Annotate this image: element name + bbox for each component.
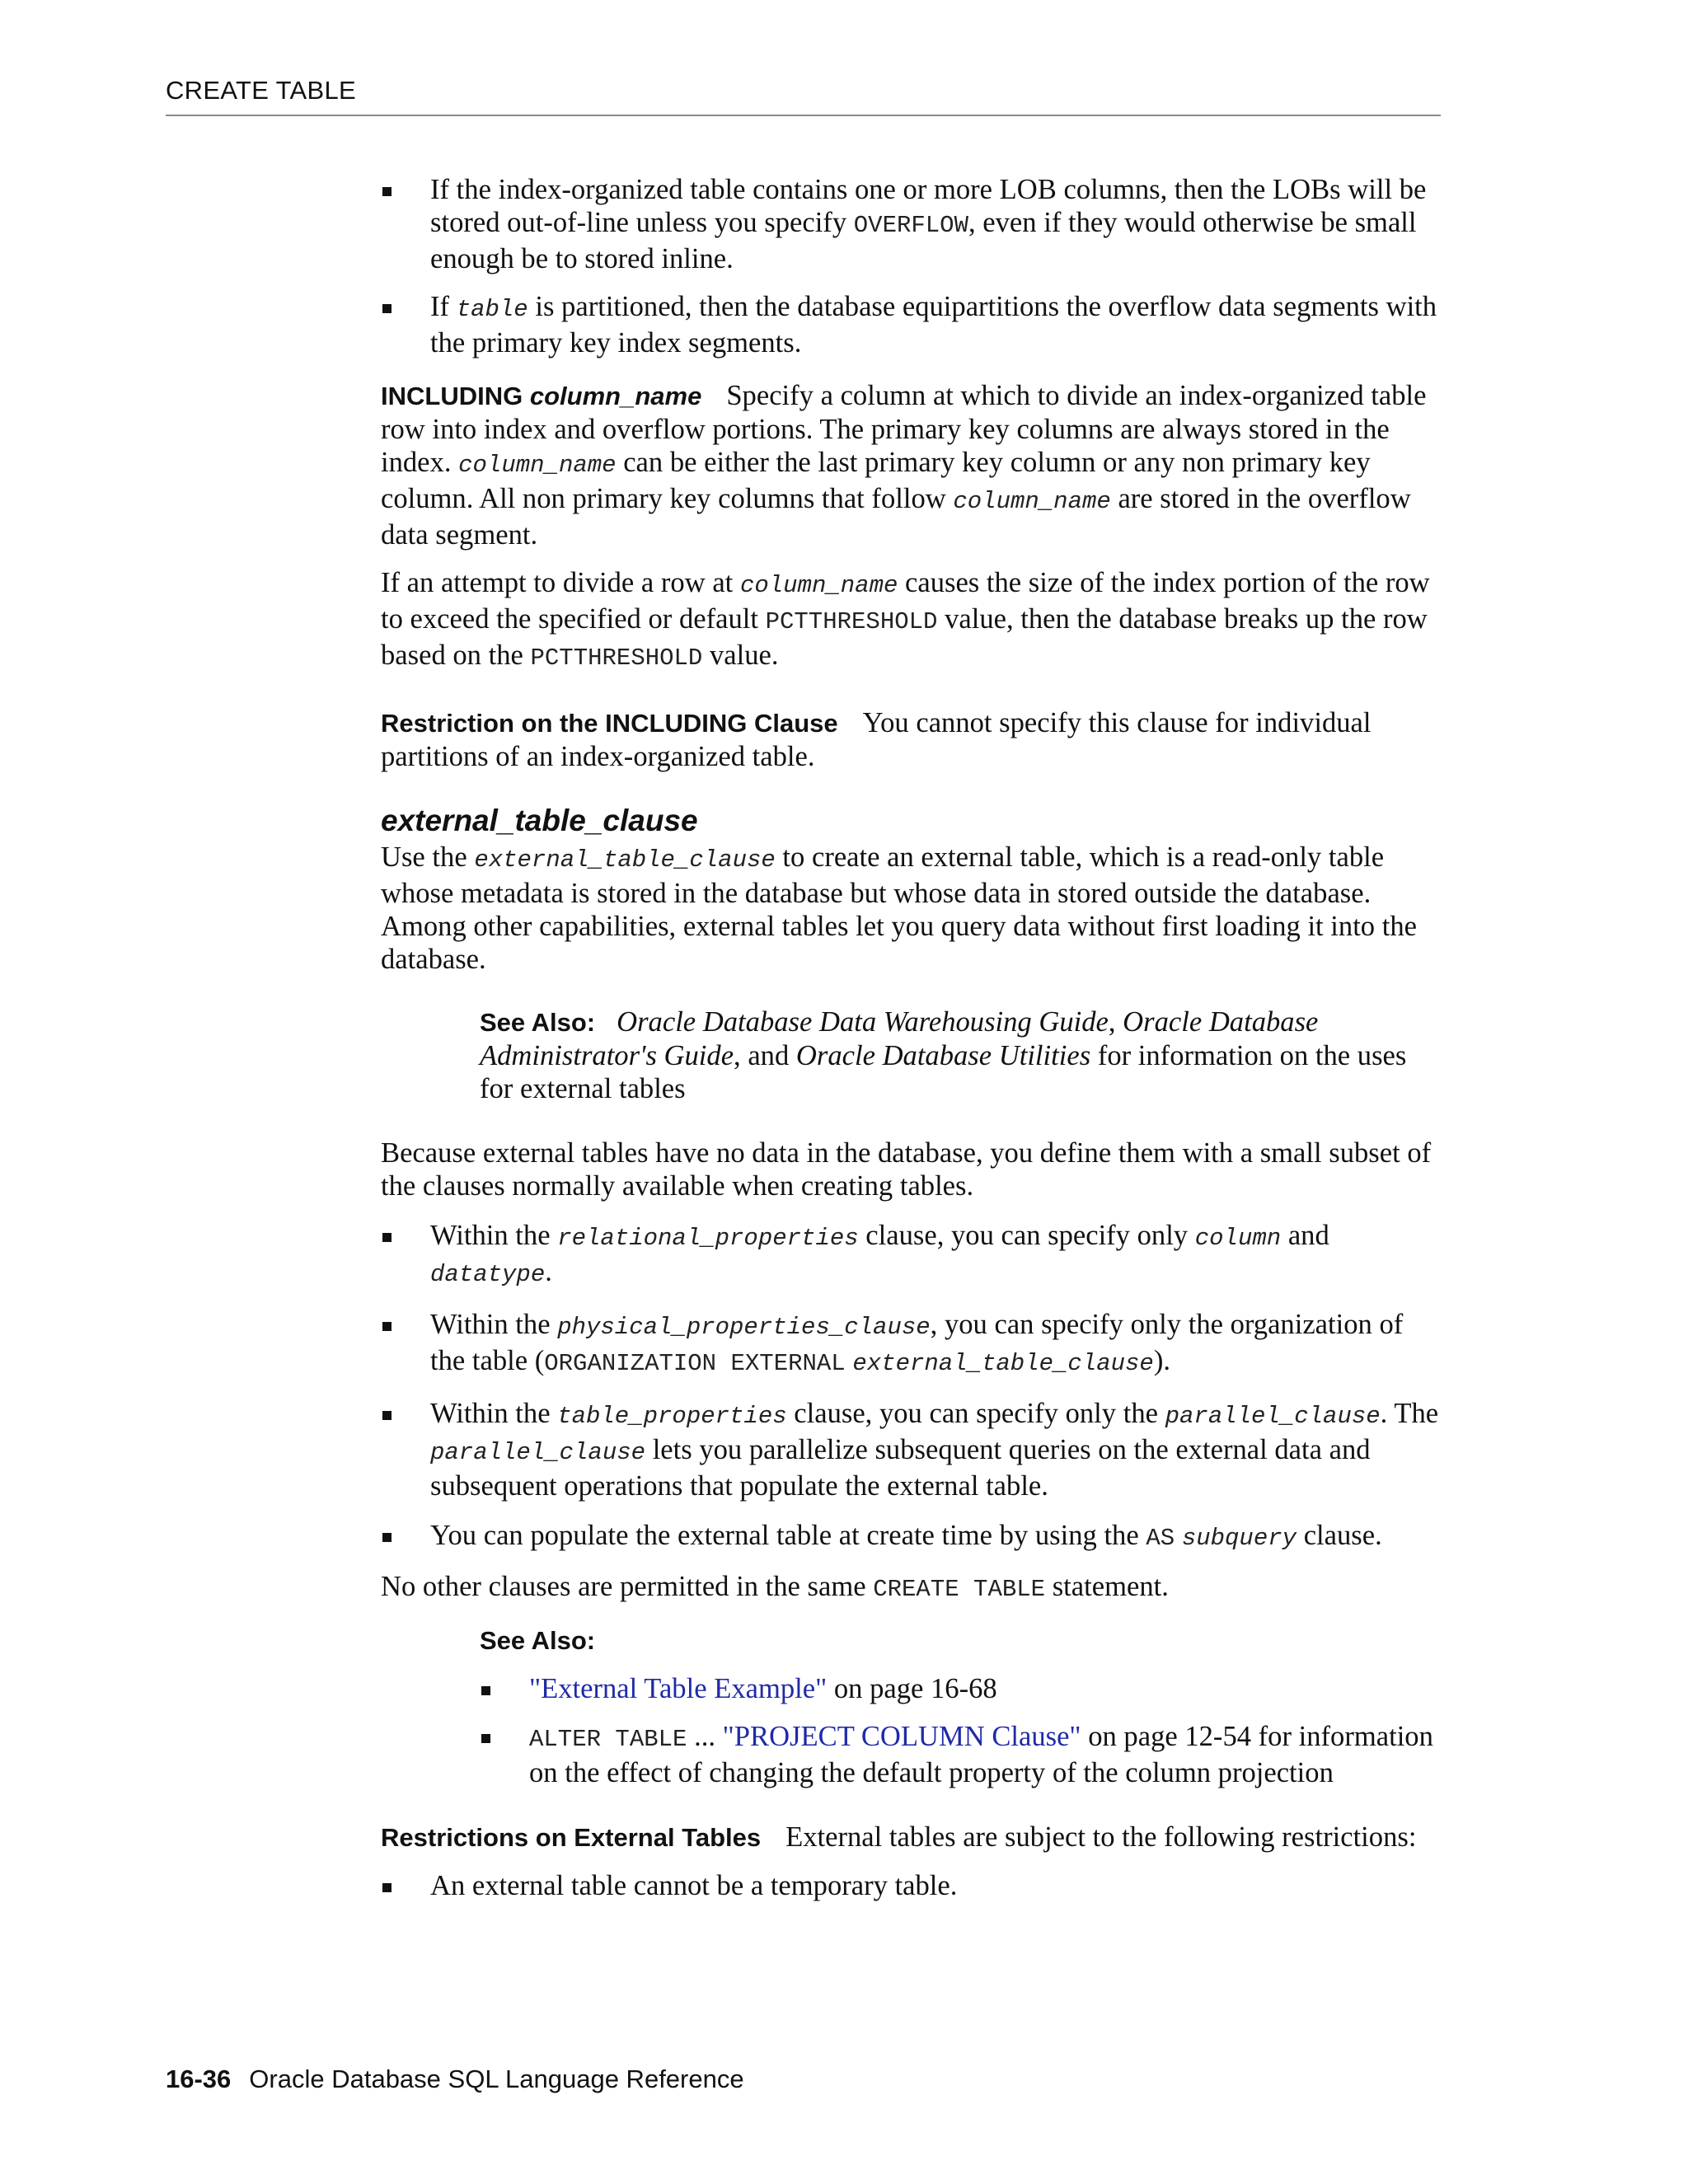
see-also-label: See Also: — [480, 1626, 596, 1655]
see-also-label: See Also: — [480, 1008, 596, 1037]
list-item: You can populate the external table at create time by using the AS subquery clause. — [381, 1519, 1444, 1555]
header-rule — [166, 115, 1441, 116]
lob-bullet-list — [381, 173, 1444, 359]
restrictions-external-paragraph: Restrictions on External Tables External tables are subject to the following restrictions: — [381, 1821, 1417, 1853]
page-number: 16-36 — [166, 2064, 232, 2093]
section-heading: external_table_clause — [381, 804, 698, 837]
list-item: An external table cannot be a temporary table. — [381, 1869, 1444, 1902]
project-column-clause-link[interactable]: "PROJECT COLUMN Clause" — [722, 1721, 1081, 1752]
list-item: ALTER TABLE ... "PROJECT COLUMN Clause" on page 12-54 for information on the effect of changing the default property of the column projection — [480, 1720, 1444, 1789]
see-also-note-2 — [381, 1624, 1444, 1789]
restriction-including-label: Restriction on the INCLUDING Clause — [381, 709, 838, 738]
including-paragraph: INCLUDING column_name Specify a column at which to divide an index-organized table row into index and overflow portions. The primary key columns are always stored in the index. column_name can be either the last primary key column or any non primary key column. All non primary key columns that follow column_name are stored in the overflow data segment. — [381, 380, 1427, 551]
running-header: CREATE TABLE — [166, 76, 356, 105]
see-also-note: See Also: Oracle Database Data Warehousing Guide, Oracle Database Administrator's Guide, and Oracle Database Utilities for information on the uses for external tables — [480, 1006, 1407, 1104]
restriction-including-paragraph: Restriction on the INCLUDING Clause You cannot specify this clause for individual partitions of an index-organized table. — [381, 707, 1372, 772]
list-item: Within the table_properties clause, you can specify only the parallel_clause. The parallel_clause lets you parallelize subsequent queries on the external data and subsequent operations that populate the external table. — [381, 1397, 1444, 1502]
including-label: INCLUDING — [381, 382, 523, 410]
row-division-paragraph: If an attempt to divide a row at column_name causes the size of the index portion of the row to exceed the specified or default PCTTHRESHOLD value, then the database breaks up the row based on the PCTTHRESHOLD value. — [381, 567, 1430, 672]
list-item: Within the relational_properties clause, you can specify only column and datatype. — [381, 1219, 1444, 1291]
restrictions-external-label: Restrictions on External Tables — [381, 1823, 762, 1852]
restriction-bullet-list — [381, 1869, 1444, 1902]
see-also-list — [480, 1672, 1444, 1789]
because-paragraph: Because external tables have no data in the database, you define them with a small subset of the clauses normally available when creating tables. — [381, 1137, 1432, 1202]
book-title: Oracle Database SQL Language Reference — [249, 2064, 744, 2093]
no-other-clauses-paragraph: No other clauses are permitted in the same CREATE TABLE statement. — [381, 1571, 1169, 1603]
page-footer — [166, 2064, 744, 2094]
clause-bullet-list — [381, 1219, 1444, 1555]
list-item: Within the physical_properties_clause, you can specify only the organization of the table (ORGANIZATION EXTERNAL external_table_clause). — [381, 1308, 1444, 1380]
list-item: If table is partitioned, then the database equipartitions the overflow data segments with the primary key index segments. — [381, 290, 1444, 359]
external-intro-paragraph: Use the external_table_clause to create an external table, which is a read-only table whose metadata is stored in the database but whose data in stored outside the database. Among other capabilities, external tables let you query data without first loading it into the database. — [381, 841, 1417, 975]
page-content — [381, 173, 1444, 1902]
including-label-param: column_name — [529, 382, 702, 410]
list-item: If the index-organized table contains one or more LOB columns, then the LOBs will be stored out-of-line unless you specify OVERFLOW, even if they would otherwise be small enough be to stored inline. — [381, 173, 1444, 275]
list-item: "External Table Example" on page 16-68 — [480, 1672, 1444, 1705]
external-table-example-link[interactable]: "External Table Example" — [529, 1673, 828, 1704]
